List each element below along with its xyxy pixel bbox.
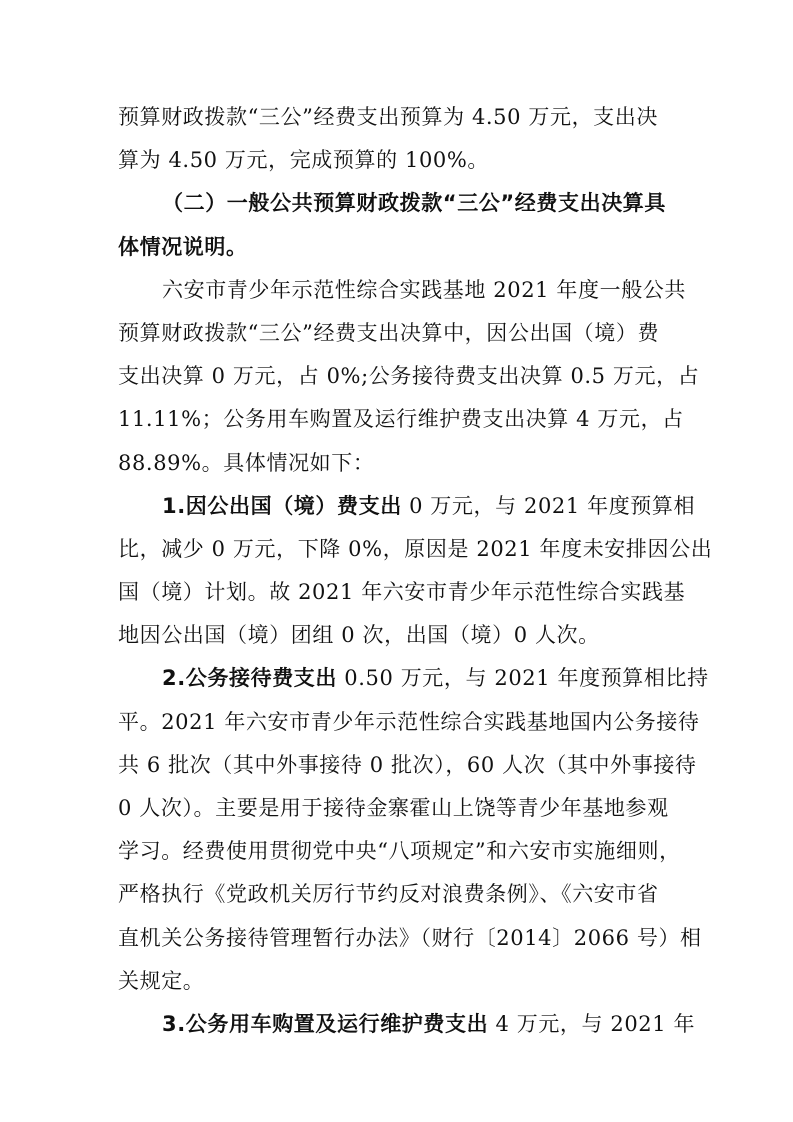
item2-line: 学习。经费使用贯彻党中央“八项规定”和六安市实施细则， — [118, 839, 681, 864]
item1-first-line — [118, 485, 696, 528]
item3-text: 4 万元，与 2021 年 — [488, 1011, 696, 1036]
item2-line: 0 人次）。主要是用于接待金寨霍山上饶等青少年基地参观 — [118, 796, 669, 820]
item2-first-line — [118, 657, 709, 700]
summary-line: 六安市青少年示范性综合实践基地 2021 年度一般公共 — [162, 277, 686, 302]
item3-label: 3.公务用车购置及运行维护费支出 — [162, 1011, 489, 1036]
item2-label: 2.公务接待费支出 — [162, 666, 337, 691]
section-heading-line: （二）一般公共预算财政拨款“三公”经费支出决算具 — [162, 191, 667, 216]
item1-label: 1.因公出国（境）费支出 — [162, 493, 402, 518]
item2-line: 共 6 批次（其中外事接待 0 批次），60 人次（其中外事接待 — [118, 752, 697, 777]
item2-line: 严格执行《党政机关厉行节约反对浪费条例》、《六安市省 — [118, 882, 659, 907]
item1-line: 地因公出国（境）团组 0 次，出国（境）0 人次。 — [118, 623, 600, 648]
item2-line: 平。2021 年六安市青少年示范性综合实践基地国内公务接待 — [118, 709, 700, 734]
item2-line: 关规定。 — [118, 968, 205, 993]
item2-text: 0.50 万元，与 2021 年度预算相比持 — [337, 666, 709, 691]
summary-line: 支出决算 0 万元，占 0%;公务接待费支出决算 0.5 万元，占 — [118, 364, 700, 389]
item1-line: 比，减少 0 万元，下降 0%，原因是 2021 年度未安排因公出 — [118, 536, 713, 561]
document-page — [118, 96, 713, 1046]
summary-line: 11.11%；公务用车购置及运行维护费支出决算 4 万元，占 — [118, 407, 684, 432]
intro-line: 算为 4.50 万元，完成预算的 100%。 — [118, 148, 490, 173]
item3-first-line — [118, 1003, 696, 1046]
item1-line: 国（境）计划。故 2021 年六安市青少年示范性综合实践基 — [118, 580, 686, 605]
summary-line: 88.89%。具体情况如下： — [118, 450, 375, 475]
intro-line: 预算财政拨款“三公”经费支出预算为 4.50 万元，支出决 — [118, 105, 658, 129]
section-heading-line: 体情况说明。 — [118, 234, 248, 259]
item1-text: 0 万元，与 2021 年度预算相 — [401, 493, 696, 518]
item2-line: 直机关公务接待管理暂行办法》（财行〔2014〕2066 号）相 — [118, 925, 702, 950]
summary-line: 预算财政拨款“三公”经费支出决算中，因公出国（境）费 — [118, 320, 660, 345]
